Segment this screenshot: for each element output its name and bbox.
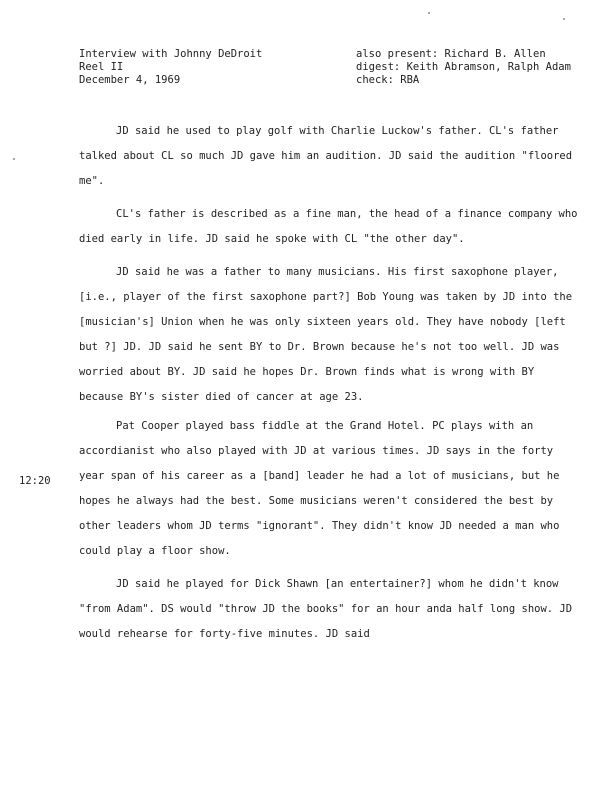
header-right [356,48,612,87]
paragraph: JD said he played for Dick Shawn [an entertainer?] whom he didn't know "from Adam". DS would "throw JD the books" for an hour anda half long show. JD would rehearse for forty-five minutes. JD said [79,578,573,640]
header-interview-title: Interview with Johnny DeDroit [79,48,263,60]
header-check: check: RBA [356,74,420,86]
scan-speck [428,12,430,14]
header-date: December 4, 1969 [79,74,181,86]
paragraph: JD said he was a father to many musicians. His first saxophone player, [i.e., player of the first saxophone part?] Bob Young was taken by JD into the [musician's] Union when he was only sixteen years old. They have nobody [left but ?] JD. JD said he sent BY to Dr. Brown because he's not too well. JD was worried about BY. JD said he hopes Dr. Brown finds what is wrong with BY because BY's sister died of cancer at age 23. [79,266,573,403]
paragraph: CL's father is described as a fine man, the head of a finance company who died early in life. JD said he spoke with CL "the other day". [79,208,578,245]
header-left [79,48,262,87]
paragraph: Pat Cooper played bass fiddle at the Grand Hotel. PC plays with an accordianist who also played with JD at various times. JD says in the forty year span of his career as a [band] leader he had a lot of musicians, but he hopes he always had the best. Some musicians weren't considered the best by other leaders whom JD terms "ignorant". They didn't know JD needed a man who could play a floor show. [79,420,560,557]
scan-speck [13,158,15,160]
scan-speck [563,18,565,20]
header-also-present: also present: Richard B. Allen [356,48,546,60]
timestamp-margin-note: 12:20 [19,475,51,487]
header-digest: digest: Keith Abramson, Ralph Adam [356,61,571,73]
paragraph: JD said he used to play golf with Charlie Luckow's father. CL's father talked about CL so much JD gave him an audition. JD said the audition "floored me". [79,125,573,187]
header-reel: Reel II [79,61,124,73]
digest-body [79,119,579,655]
